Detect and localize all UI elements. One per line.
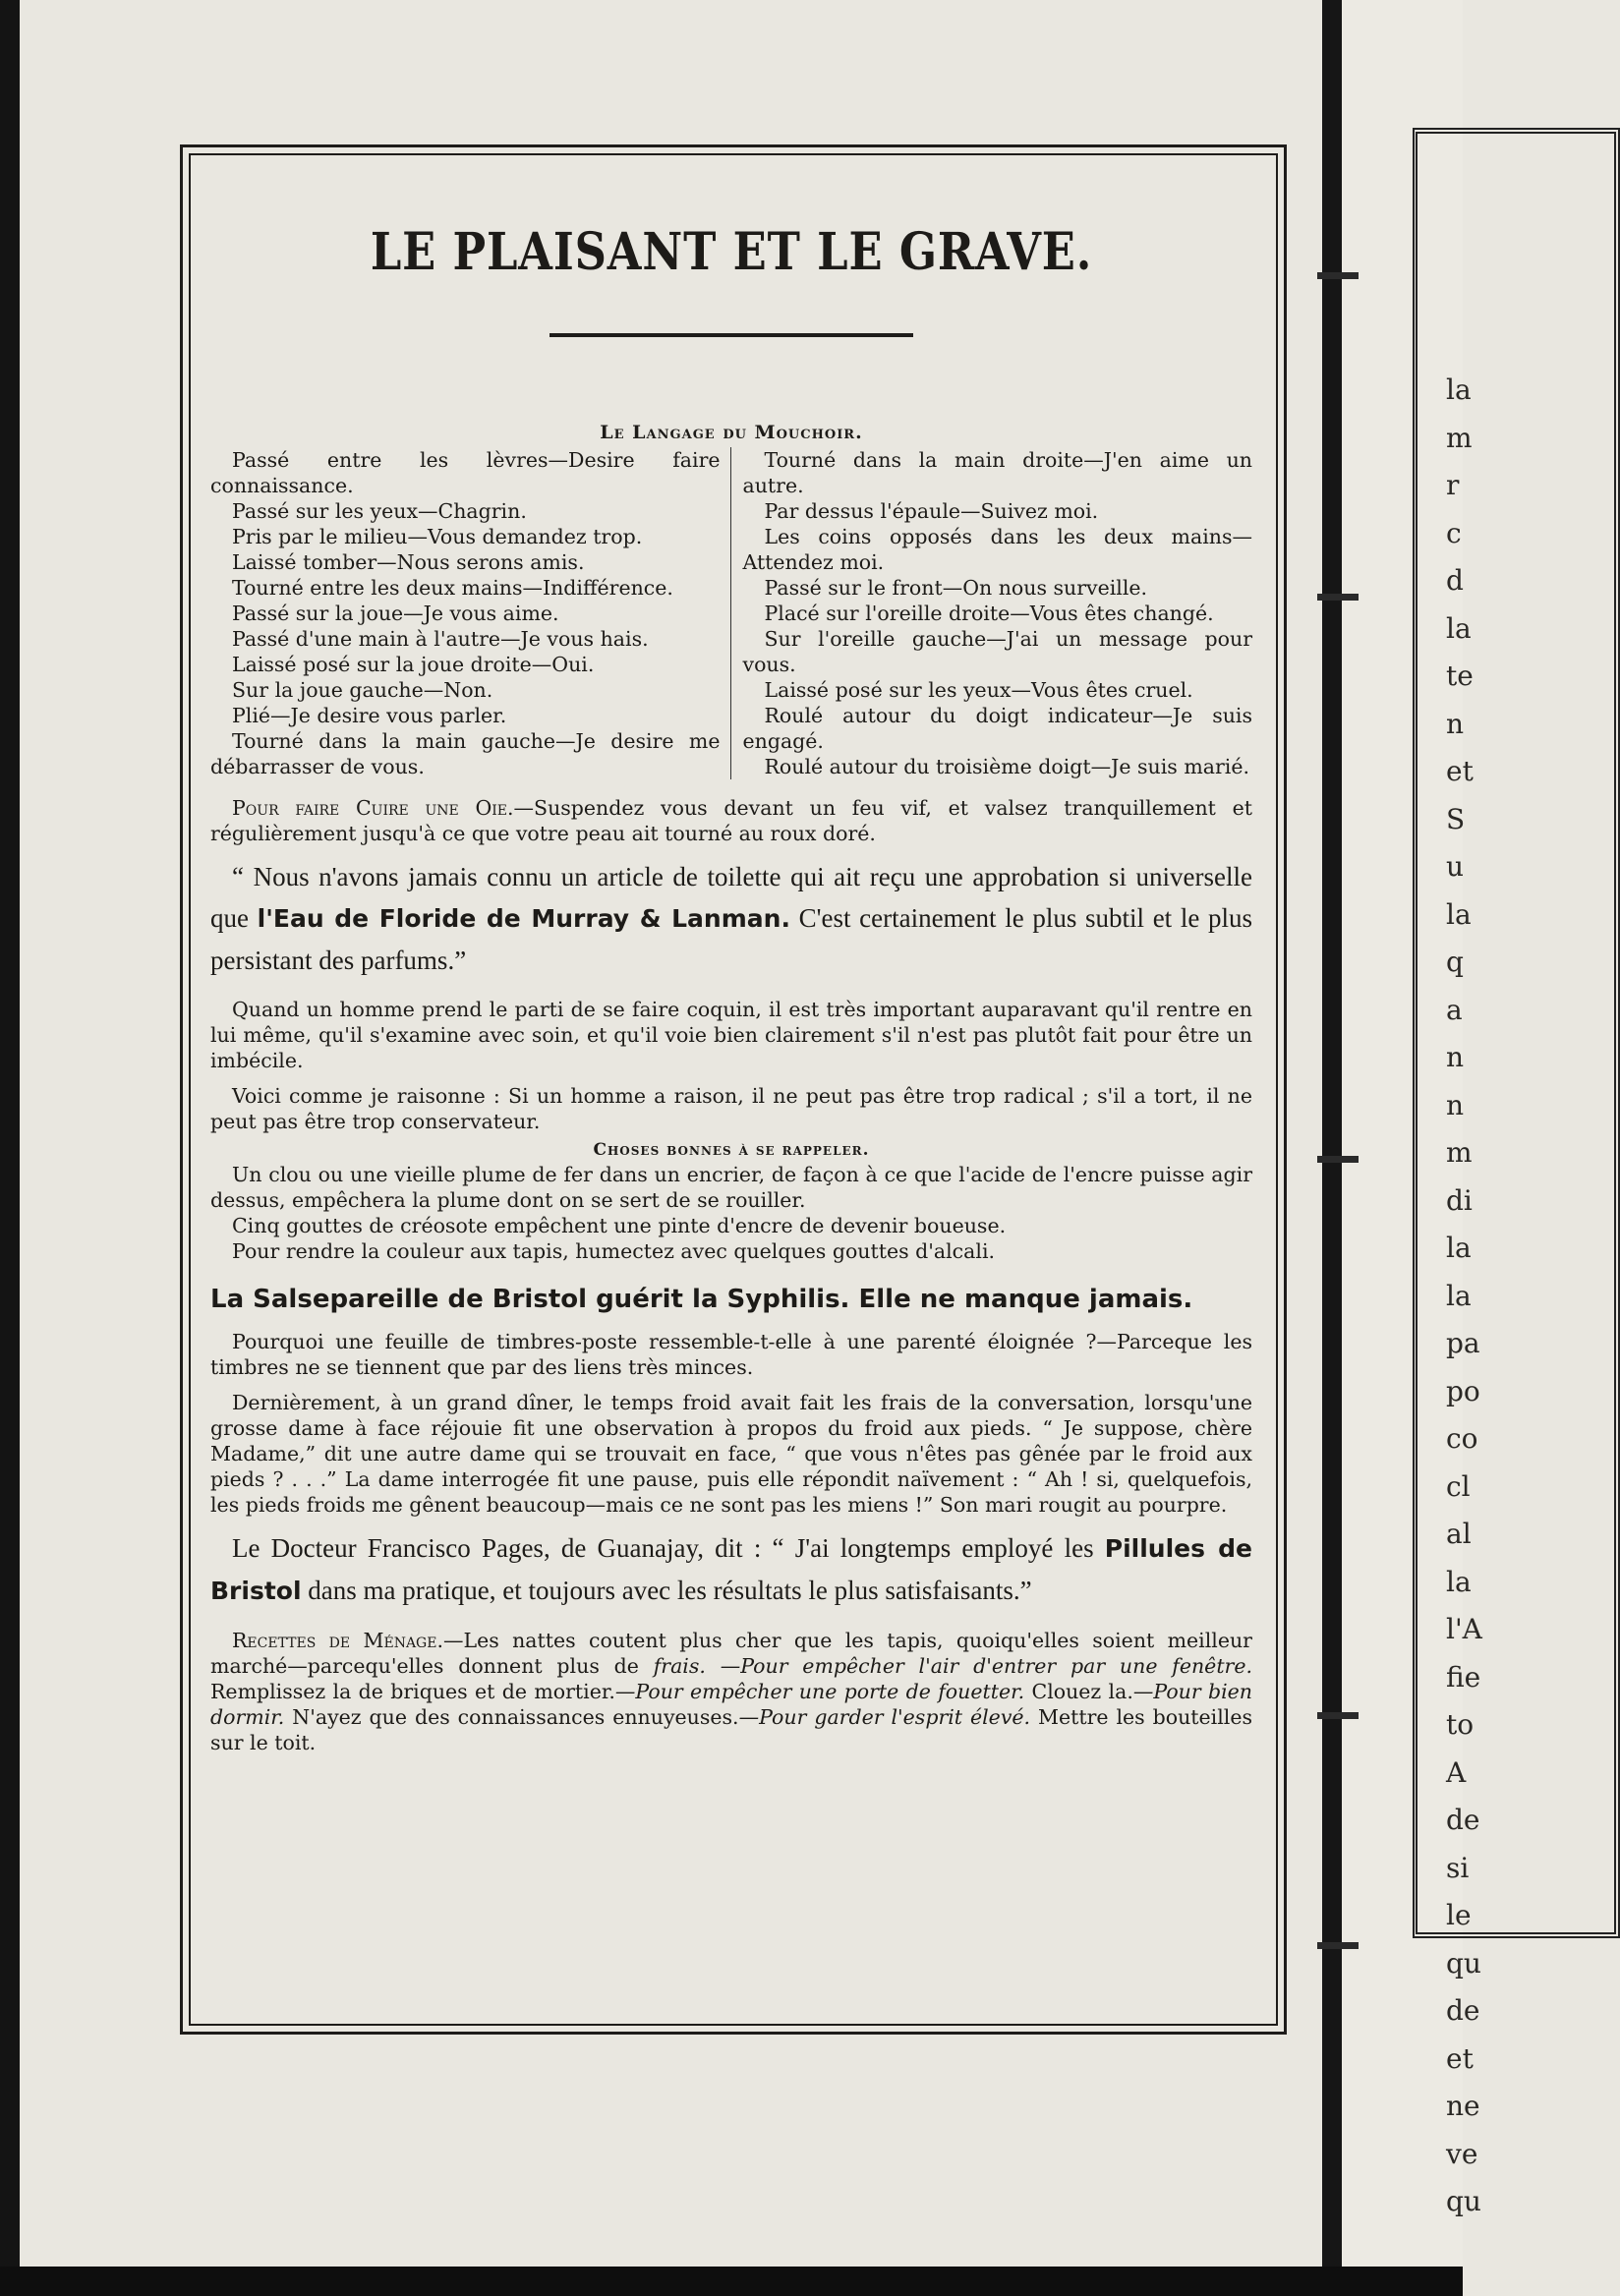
adjacent-page-fragment: a	[1446, 993, 1463, 1026]
mouchoir-entry: Roulé autour du troisième doigt—Je suis marié.	[764, 755, 1250, 778]
recettes-lead: Recettes de Ménage.	[232, 1629, 443, 1652]
floride-advert	[210, 856, 1252, 981]
adjacent-page-fragment: qu	[1446, 1946, 1481, 1980]
choses-item: Un clou ou une vieille plume de fer dans un encrier, de façon à ce que l'acide de l'encre puisse agir dessus, empêchera la plume dont on se sert de se rouiller.	[210, 1163, 1252, 1212]
adjacent-page-fragment: c	[1446, 516, 1462, 549]
adjacent-page-fragment: r	[1446, 469, 1460, 501]
raisonne-paragraph: Voici comme je raisonne : Si un homme a raison, il ne peut pas être trop radical ; s'il a tort, il ne peut pas être trop conservateur.	[210, 1084, 1252, 1133]
mouchoir-right-column	[731, 447, 1253, 779]
mouchoir-entry: Laissé posé sur la joue droite—Oui.	[232, 653, 595, 676]
choses-item: Pour rendre la couleur aux tapis, humectez avec quelques gouttes d'alcali.	[232, 1239, 996, 1263]
adjacent-page-fragment: to	[1446, 1708, 1475, 1741]
recettes-text: Clouez la.	[1024, 1680, 1133, 1703]
oie-text: —Suspendez vous devant un feu vif, et valsez tranquillement et régulièrement jusqu'à ce que votre peau ait tourné au roux doré.	[210, 796, 1252, 845]
mouchoir-entry: Les coins opposés dans les deux mains—Attendez moi.	[742, 525, 1252, 574]
adjacent-page-fragment: d	[1446, 564, 1464, 597]
mouchoir-entry: Sur l'oreille gauche—J'ai un message pour vous.	[742, 627, 1252, 676]
scan-bottom-edge	[0, 2267, 1463, 2296]
mouchoir-entry: Tourné dans la main droite—J'en aime un autre.	[742, 448, 1252, 497]
recettes-text: Remplissez la de briques et de mortier.	[210, 1680, 615, 1703]
mouchoir-entry: Passé sur le front—On nous surveille.	[764, 576, 1148, 600]
floride-advert-text-end: C'est certainement le plus subtil et le plus persistant des parfums.”	[210, 903, 1252, 975]
mouchoir-entry: Laissé tomber—Nous serons amis.	[232, 550, 585, 574]
pillules-advert-text-end: dans ma pratique, et toujours avec les résultats le plus satisfaisants.”	[301, 1576, 1032, 1605]
mouchoir-entry: Plié—Je desire vous parler.	[232, 704, 507, 727]
adjacent-page-fragment: la	[1446, 1279, 1472, 1312]
adjacent-page-fragment: A	[1446, 1755, 1467, 1789]
adjacent-page-fragment: cl	[1446, 1469, 1471, 1503]
adjacent-page-fragment: u	[1446, 850, 1465, 883]
adjacent-page-fragment: m	[1446, 421, 1473, 454]
adjacent-page-fragment: al	[1446, 1518, 1472, 1550]
choses-title: Choses bonnes à se rappeler.	[593, 1140, 870, 1160]
binding-mark	[1317, 1712, 1359, 1719]
coquin-paragraph: Quand un homme prend le parti de se faire coquin, il est très important auparavant qu'il rentre en lui même, qu'il s'examine avec soin, et qu'il voie bien clairement s'il n'est pas plutôt fait pour être un imbécile.	[210, 998, 1252, 1072]
floride-advert-text: “ Nous n'avons jamais connu un article de toilette qui ait reçu une approbation si universelle que	[210, 862, 1252, 933]
adjacent-page-fragment: la	[1446, 1565, 1472, 1598]
mouchoir-entry: Placé sur l'oreille droite—Vous êtes changé.	[764, 602, 1214, 625]
adjacent-page-fragment: m	[1446, 1136, 1473, 1169]
recettes-paragraph	[210, 1628, 1252, 1755]
adjacent-page-fragment: pa	[1446, 1327, 1480, 1359]
mouchoir-entry: Tourné dans la main gauche—Je desire me débarrasser de vous.	[210, 729, 721, 778]
adjacent-page-fragment: la	[1446, 611, 1472, 645]
mouchoir-entry: Sur la joue gauche—Non.	[232, 678, 493, 702]
pillules-advert	[210, 1527, 1252, 1612]
adjacent-page-fragment: q	[1446, 946, 1464, 978]
binding-mark	[1317, 1942, 1359, 1949]
page-title: LE PLAISANT ET LE GRAVE.	[370, 222, 1093, 282]
adjacent-page-fragment: ne	[1446, 2090, 1480, 2122]
adjacent-page-fragment: si	[1446, 1851, 1470, 1884]
recettes-text: N'ayez que des connaissances ennuyeuses.	[284, 1705, 739, 1729]
adjacent-page-fragment: qu	[1446, 2185, 1481, 2217]
adjacent-page-fragment: ve	[1446, 2137, 1478, 2170]
adjacent-page-frame	[1413, 128, 1620, 1938]
book-gutter	[1322, 0, 1342, 2270]
mouchoir-entry: Passé sur les yeux—Chagrin.	[232, 499, 527, 523]
adjacent-page-fragment: de	[1446, 1804, 1480, 1836]
mouchoir-left-column	[210, 447, 731, 779]
adjacent-page-fragment: S	[1446, 802, 1466, 835]
adjacent-page-fragment: fie	[1446, 1660, 1481, 1693]
recettes-italic: —Pour empêcher une porte de fouetter.	[614, 1680, 1025, 1703]
binding-mark	[1317, 1156, 1359, 1163]
adjacent-page-fragment: la	[1446, 1232, 1472, 1264]
mouchoir-entry: Laissé posé sur les yeux—Vous êtes cruel.	[764, 678, 1193, 702]
adjacent-page-fragment: et	[1446, 755, 1474, 787]
oie-lead: Pour faire Cuire une Oie.	[232, 796, 514, 820]
adjacent-page-fragment: n	[1446, 1041, 1465, 1073]
recettes-italic: —Pour garder l'esprit élevé.	[738, 1705, 1031, 1729]
pillules-brand: Pillules de Bristol	[210, 1534, 1252, 1605]
adjacent-page	[1342, 0, 1482, 2267]
adjacent-page-fragment: la	[1446, 897, 1472, 931]
adjacent-page-fragment: la	[1446, 373, 1472, 406]
mouchoir-entry: Passé sur la joue—Je vous aime.	[232, 602, 559, 625]
adjacent-page-fragment: et	[1446, 2041, 1474, 2075]
diner-paragraph: Dernièrement, à un grand dîner, le temps froid avait fait les frais de la conversation, lorsqu'une grosse dame à face réjouie fit une observation à propos du froid aux pieds. “ Je suppose, chère Madame,” dit une autre dame qui se trouvait en face, “ que vous n'êtes pas gênée par le froid aux pieds ? . . .” La dame interrogée fit une pause, puis elle répondit naïvement : “ Ah ! si, quelquefois, les pieds froids me gênent beaucoup—mais ce ne sont pas les miens !” Son mari rougit au pourpre.	[210, 1391, 1252, 1517]
recettes-italic: frais. —Pour empêcher l'air d'entrer par une fenêtre.	[653, 1654, 1252, 1678]
adjacent-page-fragment: n	[1446, 1088, 1465, 1121]
choses-item: Cinq gouttes de créosote empêchent une pinte d'encre de devenir boueuse.	[232, 1214, 1007, 1237]
mouchoir-title: Le Langage du Mouchoir.	[600, 422, 863, 443]
mouchoir-entry: Par dessus l'épaule—Suivez moi.	[764, 499, 1099, 523]
oie-paragraph	[210, 795, 1252, 846]
adjacent-page-fragment: de	[1446, 1994, 1480, 2027]
mouchoir-entry: Pris par le milieu—Vous demandez trop.	[232, 525, 643, 548]
page-content	[210, 167, 1252, 1755]
adjacent-page-fragment: l'A	[1446, 1613, 1482, 1645]
scan-left-margin	[0, 0, 20, 2296]
adjacent-page-fragment: le	[1446, 1899, 1472, 1931]
mouchoir-entry: Passé d'une main à l'autre—Je vous hais.	[232, 627, 649, 651]
timbres-paragraph: Pourquoi une feuille de timbres-poste ressemble-t-elle à une parenté éloignée ?—Parceque les timbres ne se tiennent que par des liens très minces.	[210, 1330, 1252, 1379]
recettes-text: —Les nattes coutent plus cher que les tapis, quoiqu'elles soient meilleur marché—parcequ'elles donnent plus de	[210, 1629, 1252, 1678]
adjacent-page-fragment: po	[1446, 1374, 1480, 1407]
adjacent-page-fragment: te	[1446, 660, 1474, 692]
mouchoir-entry: Passé entre les lèvres—Desire faire connaissance.	[210, 448, 721, 497]
binding-mark	[1317, 594, 1359, 601]
adjacent-page-fragment: di	[1446, 1183, 1473, 1217]
choses-list	[210, 1162, 1252, 1264]
recettes-text: Mettre les bouteilles sur le toit.	[210, 1705, 1252, 1754]
pillules-advert-text: Le Docteur Francisco Pages, de Guanajay, dit : “ J'ai longtemps employé les	[232, 1533, 1105, 1563]
title-rule	[550, 333, 913, 337]
adjacent-page-fragment: co	[1446, 1422, 1478, 1455]
mouchoir-columns	[210, 447, 1252, 779]
adjacent-page-fragment: n	[1446, 707, 1465, 740]
binding-mark	[1317, 272, 1359, 279]
recettes-italic: —Pour bien dormir.	[210, 1680, 1253, 1729]
mouchoir-entry: Tourné entre les deux mains—Indifférence.	[232, 576, 673, 600]
mouchoir-entry: Roulé autour du doigt indicateur—Je suis engagé.	[742, 704, 1252, 753]
floride-brand: l'Eau de Floride de Murray & Lanman.	[257, 904, 790, 933]
salsepareille-advert: La Salsepareille de Bristol guérit la Syphilis. Elle ne manque jamais.	[210, 1285, 1193, 1314]
